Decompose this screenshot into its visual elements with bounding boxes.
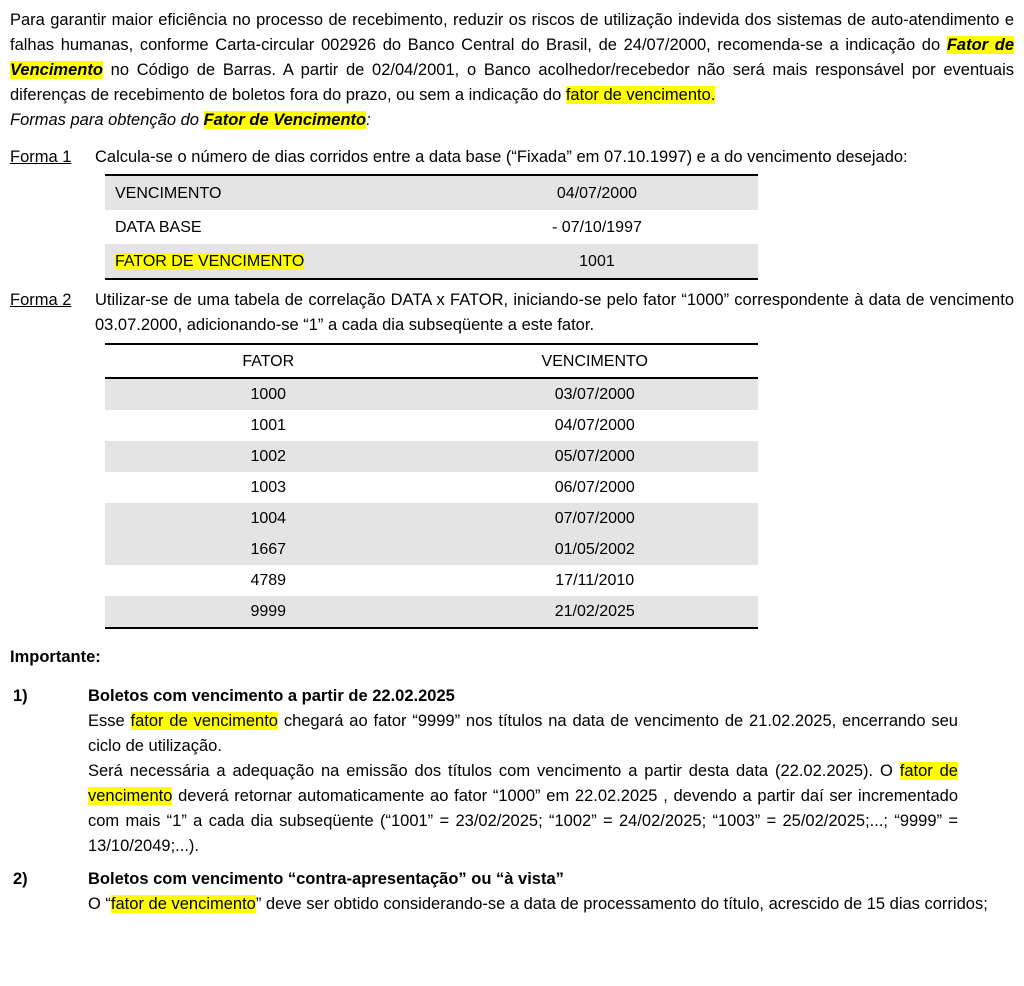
item-paragraph <box>88 709 958 759</box>
fator-cell: 9999 <box>250 603 287 620</box>
label-cell <box>105 175 436 210</box>
fator-cell: 1002 <box>250 448 287 465</box>
formas-title-text: Formas para obtenção do <box>10 111 204 129</box>
table-header-row <box>105 344 758 378</box>
fator-cell: 1000 <box>250 386 287 403</box>
row-label: DATA BASE <box>115 218 202 236</box>
highlight-fator-de-vencimento: Fator de Vencimento <box>203 111 367 129</box>
item-body <box>88 867 1014 917</box>
item-text: Esse <box>88 712 131 730</box>
vencimento-cell: 07/07/2000 <box>554 510 635 527</box>
table-row <box>105 534 758 565</box>
forma-2-label <box>10 288 95 338</box>
table-row <box>105 565 758 596</box>
table-row <box>105 472 758 503</box>
item-number: 2) <box>13 870 28 888</box>
item-paragraph <box>88 892 1014 917</box>
importante-heading: Importante: <box>10 648 101 666</box>
important-item-2 <box>10 867 1014 917</box>
item-text: O “ <box>88 895 111 913</box>
table-row <box>105 441 758 472</box>
table-row <box>105 378 758 410</box>
vencimento-cell: 04/07/2000 <box>554 417 635 434</box>
table-row <box>105 210 758 244</box>
table-row <box>105 503 758 534</box>
important-item-1 <box>10 684 1014 859</box>
label-cell <box>105 210 436 244</box>
vencimento-cell: 17/11/2010 <box>555 572 635 589</box>
forma-1-text: Calcula-se o número de dias corridos entre a data base (“Fixada” em 07.10.1997) e a do vencimento desejado: <box>95 148 908 166</box>
forma1-table <box>105 174 758 280</box>
vencimento-header: VENCIMENTO <box>432 344 759 378</box>
vencimento-cell: 01/05/2002 <box>554 541 635 558</box>
value-cell: 04/07/2000 <box>556 184 637 202</box>
value-cell: - 07/10/1997 <box>552 218 642 236</box>
table-row <box>105 175 758 210</box>
highlight-fator-de-vencimento: fator de vencimento. <box>565 86 716 104</box>
label-cell <box>105 244 436 279</box>
fator-cell: 1004 <box>250 510 287 527</box>
highlight-fator-de-vencimento: fator de vencimento <box>88 762 958 805</box>
table-row <box>105 244 758 279</box>
highlight-fator-de-vencimento: fator de vencimento <box>130 712 278 730</box>
fator-cell: 1667 <box>250 541 287 558</box>
forma2-table <box>105 343 758 629</box>
vencimento-cell: 05/07/2000 <box>554 448 635 465</box>
formas-title-colon: : <box>366 111 371 129</box>
forma-2-block <box>10 288 1014 338</box>
highlight-fator-de-vencimento: Fator de Vencimento <box>10 36 1015 79</box>
item-text: deverá retornar automaticamente ao fator “1000” em 22.02.2025 , devendo a partir daí ser incrementado com mais “1” a cada dia subseqüente (“1001” = 23/02/2025; “1002” = 24/02/2025; “1003” = 25/02/2025;...; “9999” = 13/10/2049;...). <box>88 787 958 855</box>
row-label: VENCIMENTO <box>115 184 222 202</box>
table-row <box>105 410 758 441</box>
forma-1-label-text: Forma 1 <box>10 148 72 166</box>
fator-header: FATOR <box>105 344 432 378</box>
fator-cell: 4789 <box>250 572 287 589</box>
highlight-fator-de-vencimento: FATOR DE VENCIMENTO <box>115 252 305 270</box>
fator-cell: 1003 <box>250 479 287 496</box>
item-text: Será necessária a adequação na emissão dos títulos com vencimento a partir desta data (22.02.2025). O <box>88 762 900 780</box>
table-row <box>105 596 758 628</box>
forma-1-label <box>10 145 95 170</box>
forma-2-text: Utilizar-se de uma tabela de correlação DATA x FATOR, iniciando-se pelo fator “1000” correspondente à data de vencimento 03.07.2000, adicionando-se “1” a cada dia subseqüente a este fator. <box>95 291 1014 334</box>
item-heading: Boletos com vencimento “contra-apresentação” ou “à vista” <box>88 870 564 888</box>
item-heading: Boletos com vencimento a partir de 22.02.2025 <box>88 687 455 705</box>
forma-1-block <box>10 145 1014 170</box>
intro-text-2: no Código de Barras. A partir de 02/04/2001, o Banco acolhedor/recebedor não será mais responsável por eventuais diferenças de recebimento de boletos fora do prazo, ou sem a indicação do <box>10 61 1014 104</box>
intro-paragraph <box>10 8 1014 108</box>
item-text: chegará ao fator “9999” nos títulos na data de vencimento de 21.02.2025, encerrando seu ciclo de utilização. <box>88 712 958 755</box>
intro-text-1: Para garantir maior eficiência no processo de recebimento, reduzir os riscos de utilização indevida dos sistemas de auto-atendimento e falhas humanas, conforme Carta-circular 002926 do Banco Central do Brasil, de 24/07/2000, recomenda-se a indicação do <box>10 11 1014 54</box>
value-cell: 1001 <box>579 252 615 270</box>
forma-2-label-text: Forma 2 <box>10 291 72 309</box>
highlight-fator-de-vencimento: fator de vencimento <box>110 895 256 913</box>
item-text: ” deve ser obtido considerando-se a data de processamento do título, acrescido de 15 dias corridos; <box>255 895 988 913</box>
vencimento-cell: 21/02/2025 <box>554 603 635 620</box>
item-number: 1) <box>13 687 28 705</box>
item-body <box>88 684 958 859</box>
formas-title <box>10 108 1014 133</box>
vencimento-cell: 06/07/2000 <box>554 479 635 496</box>
vencimento-cell: 03/07/2000 <box>554 386 635 403</box>
item-paragraph <box>88 759 958 859</box>
fator-cell: 1001 <box>250 417 287 434</box>
